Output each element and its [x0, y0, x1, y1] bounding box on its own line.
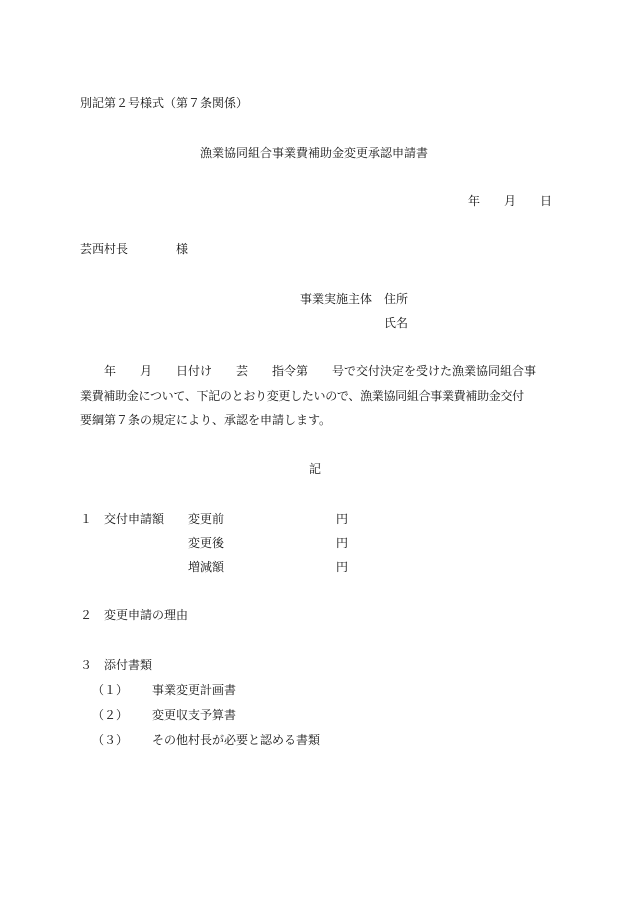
applicant-address-label: 住所: [384, 292, 409, 306]
attachment-text: 事業変更計画書: [152, 683, 237, 697]
applicant-label: 事業実施主体: [300, 292, 373, 306]
document-title: 漁業協同組合事業費補助金変更承認申請書: [200, 146, 429, 160]
section-1-heading: 交付申請額: [104, 512, 165, 526]
body-line1-month: 月: [140, 364, 153, 378]
section-2-heading: 変更申請の理由: [104, 608, 189, 622]
amount-row-label: 変更後: [188, 536, 225, 550]
form-number: 別記第２号様式（第７条関係）: [80, 96, 249, 110]
body-line2: 業費補助金について、下記のとおり変更したいので、漁業協同組合事業費補助金交付: [80, 389, 524, 403]
body-line1-day: 日付け: [176, 364, 213, 378]
amount-row-label: 変更前: [188, 512, 225, 526]
section-3-number: ３: [80, 658, 93, 672]
addressee-honorific: 様: [176, 242, 189, 256]
date-year: 年: [468, 194, 481, 208]
body-line3: 要綱第７条の規定により、承認を申請します。: [80, 413, 332, 427]
section-1-number: １: [80, 512, 93, 526]
amount-row-unit: 円: [336, 536, 349, 550]
body-line1-year: 年: [104, 364, 117, 378]
attachment-text: その他村長が必要と認める書類: [152, 733, 321, 747]
attachment-number: （２）: [92, 708, 129, 722]
body-line1-gei: 芸: [236, 364, 249, 378]
attachment-text: 変更収支予算書: [152, 708, 237, 722]
body-line1-shirei: 指令第: [272, 364, 309, 378]
applicant-name-label: 氏名: [384, 316, 409, 330]
amount-row-unit: 円: [336, 560, 349, 574]
date-month: 月: [504, 194, 517, 208]
amount-row-unit: 円: [336, 512, 349, 526]
addressee-name: 芸西村長: [80, 242, 129, 256]
ki-heading: 記: [309, 462, 322, 476]
attachment-number: （１）: [92, 683, 129, 697]
body-line1-rest: 号で交付決定を受けた漁業協同組合事: [332, 364, 537, 378]
section-2-number: ２: [80, 608, 93, 622]
attachment-number: （３）: [92, 733, 129, 747]
date-day: 日: [540, 194, 553, 208]
section-3-heading: 添付書類: [104, 658, 153, 672]
amount-row-label: 増減額: [188, 560, 225, 574]
